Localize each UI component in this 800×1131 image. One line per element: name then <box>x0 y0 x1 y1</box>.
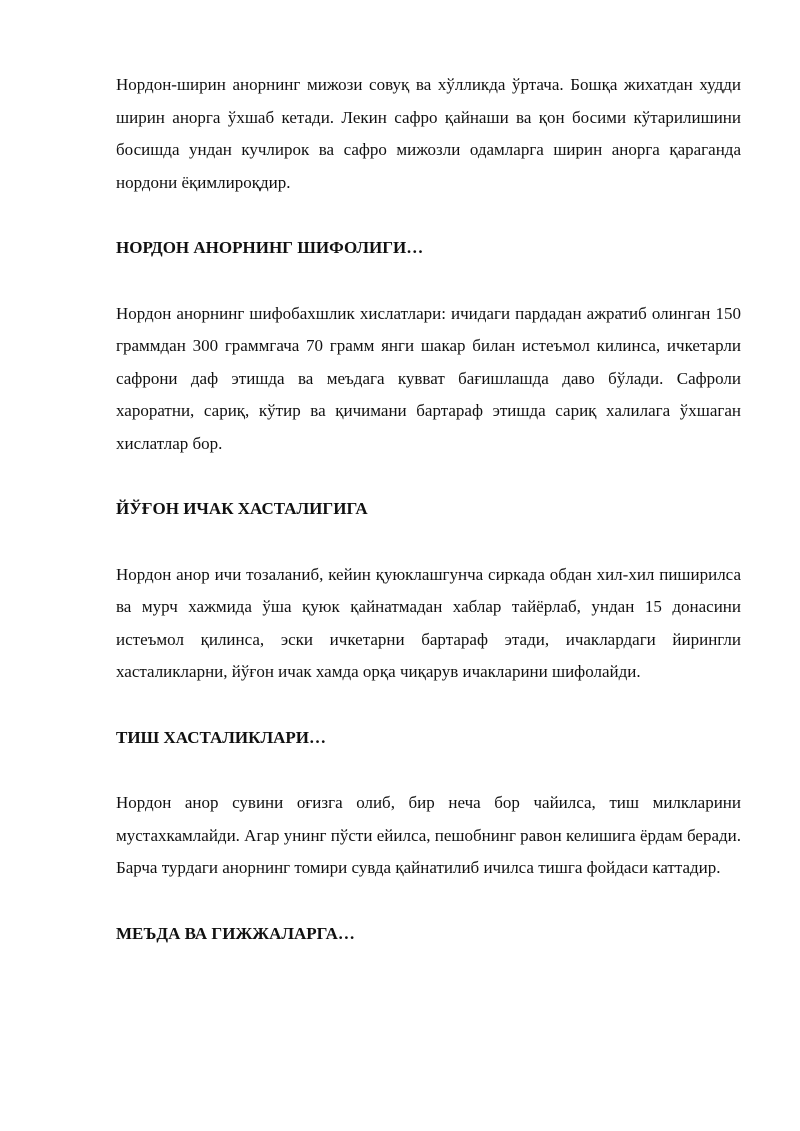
paragraph-teeth-remedy: Нордон анор сувини оғизга олиб, бир неча бор чайилса, тиш милкларини мустахкамлайди. Агар унинг пўсти ейилса, пешобнинг равон келишига ёрдам беради. Барча турдаги анорнинг томири сувда қайнатилиб ичилса тишга фойдаси каттадир. <box>116 793 741 877</box>
heading-teeth-diseases: ТИШ ХАСТАЛИКЛАРИ… <box>116 727 327 747</box>
heading-sour-pomegranate-healing: НОРДОН АНОРНИНГ ШИФОЛИГИ… <box>116 238 424 257</box>
block-spacer <box>116 460 741 493</box>
heading-large-intestine: ЙЎҒОН ИЧАК ХАСТАЛИГИГА <box>116 499 368 518</box>
paragraph-sour-sweet-pomegranate: Нордон-ширин анорнинг мижози совуқ ва хўлликда ўртача. Бошқа жихатдан худди ширин анорга ўхшаб кетади. Лекин сафро қайнаши ва қон босими кўтарилишини босишда ундан кучлирок ва сафро мижозли одамларга ширин анорга қараганда нордони ёқимлироқдир. <box>116 75 741 192</box>
heading-stomach-worms: МЕЪДА ВА ГИЖЖАЛАРГА… <box>116 923 355 943</box>
block-spacer <box>116 265 741 298</box>
paragraph-intestine-remedy: Нордон анор ичи тозаланиб, кейин қуюклашгунча сиркада обдан хил-хил пиширилса ва мурч хажмида ўша қуюк қайнатмадан хаблар тайёрлаб, ундан 15 донасини истеъмол қилинса, эски ичкетарни бартараф этади, ичаклардаги йирингли хасталикларни, йўғон ичак хамда орқа чиқарув ичакларини шифолайди. <box>116 564 741 681</box>
paragraph-healing-properties: Нордон анорнинг шифобахшлик хислатлари: ичидаги пардадан ажратиб олинган 150 граммдан 300 граммгача 70 грамм янги шакар билан истеъмол килинса, ичкетарли сафрони даф этишда ва меъдага кувват бағишлашда даво бўлади. Сафроли хароратни, сариқ, кўтир ва қичимани бартараф этишда сариқ халилага ўхшаган хислатлар бор. <box>116 303 741 453</box>
block-spacer <box>116 199 741 232</box>
document-body <box>116 69 741 950</box>
block-spacer <box>116 754 741 787</box>
block-spacer <box>116 689 741 722</box>
block-spacer <box>116 885 741 918</box>
block-spacer <box>116 526 741 559</box>
